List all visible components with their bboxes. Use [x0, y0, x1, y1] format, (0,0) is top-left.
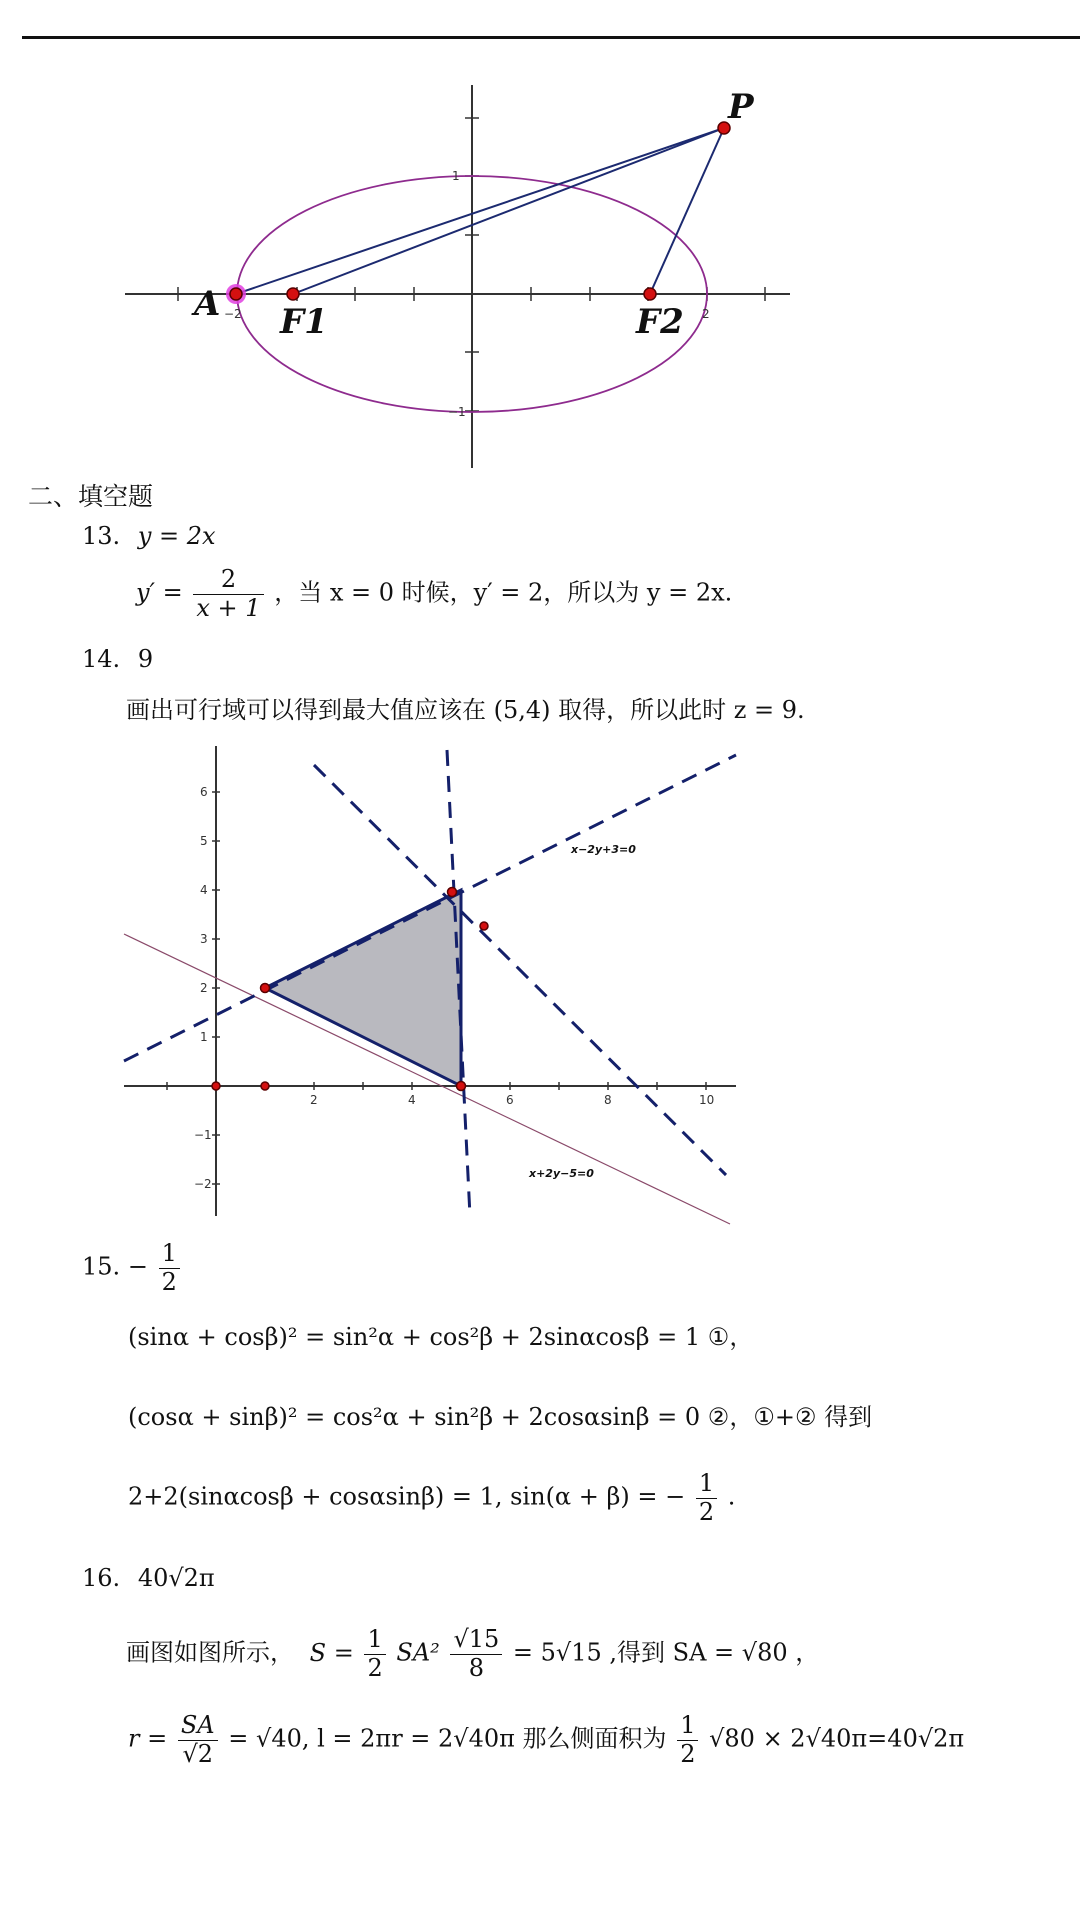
segments: [236, 128, 724, 294]
q16-r-lhs: r =: [128, 1724, 168, 1753]
q16-half-den-2: 2: [680, 1739, 696, 1768]
q16-line-2: [128, 1712, 964, 1768]
q16-answer-row: [82, 1566, 215, 1590]
q13-number: 13.: [82, 522, 121, 550]
point-f1: [287, 288, 299, 300]
q13-answer-row: [82, 524, 216, 548]
q13-explanation: [136, 566, 732, 622]
x-tick-8: 8: [604, 1093, 612, 1107]
q16-half-fraction-2: [677, 1712, 698, 1768]
q15-line-3-den: 2: [698, 1497, 715, 1526]
q14-explanation: 画出可行域可以得到最大值应该在 (5,4) 取得，所以此时 z = 9.: [126, 696, 805, 724]
q16-half-num-2: 1: [677, 1712, 698, 1741]
q15-line-3: [128, 1470, 735, 1526]
q16-sqrt15-num: √15: [450, 1626, 502, 1655]
q16-answer: 40√2π: [137, 1564, 215, 1592]
label-p: P: [728, 87, 754, 127]
q16-line-1-rest: = 5√15 ,得到 SA = √80 ，: [512, 1638, 820, 1667]
y-tick-neg1: −1: [194, 1128, 212, 1142]
label-a: A: [194, 284, 221, 324]
q15-line-3-num: 1: [696, 1470, 717, 1499]
q13-fraction-den: x + 1: [196, 593, 261, 622]
y-tick-neg2: −2: [194, 1177, 212, 1191]
x-tick-10: 10: [699, 1093, 715, 1107]
q16-r-den: √2: [182, 1739, 214, 1768]
tick-label-neg1: −1: [448, 405, 466, 419]
q16-number: 16.: [82, 1564, 121, 1592]
q16-line-1-intro: 画图如图所示，: [126, 1638, 294, 1667]
y-tick-4: 4: [200, 883, 208, 897]
point-f2: [644, 288, 656, 300]
q15-line-3-fraction: [696, 1470, 717, 1526]
point-origin: [212, 1082, 220, 1090]
label-f1: F1: [280, 302, 328, 342]
y-tick-5: 5: [200, 834, 208, 848]
q14-answer-row: [82, 647, 153, 671]
q15-answer-num: 1: [159, 1240, 180, 1269]
q15-answer-row: [82, 1240, 183, 1296]
q16-sqrt15-den: 8: [468, 1653, 484, 1682]
x-tick-4: 4: [408, 1093, 416, 1107]
q13-answer: y = 2x: [137, 522, 216, 550]
q16-area-lhs: S =: [309, 1638, 354, 1667]
q13-explanation-rest: ，当 x = 0 时候，y′ = 2，所以为 y = 2x.: [274, 578, 733, 607]
q16-sqrt15-fraction: [450, 1626, 502, 1682]
y-tick-1: 1: [200, 1030, 208, 1044]
q15-answer-fraction: [159, 1240, 180, 1296]
q13-fraction: [193, 566, 263, 622]
q16-sa-squared: SA²: [396, 1638, 440, 1667]
q15-answer-den: 2: [161, 1267, 177, 1296]
q16-line-2-middle: = √40, l = 2πr = 2√40π 那么侧面积为: [228, 1724, 667, 1753]
q14-number: 14.: [82, 645, 121, 673]
q13-fraction-num: 2: [193, 566, 263, 595]
q16-r-num: SA: [178, 1712, 218, 1741]
q15-number: 15.: [82, 1252, 121, 1281]
q16-r-fraction: [178, 1712, 218, 1768]
feasible-region: [265, 890, 461, 1086]
q16-line-1: [126, 1626, 819, 1682]
q15-line-3-end: .: [727, 1482, 736, 1511]
x-tick-2: 2: [310, 1093, 318, 1107]
feasible-region-figure: [0, 740, 1080, 1220]
q15-answer-sign: −: [127, 1252, 148, 1281]
y-tick-2: 2: [200, 981, 208, 995]
q14-answer: 9: [137, 645, 154, 673]
tick-label-pos1: 1: [452, 169, 460, 183]
ellipse-figure: [0, 0, 1080, 480]
q15-line-1: (sinα + cosβ)² = sin²α + cos²β + 2sinαcosβ = 1 ①，: [128, 1323, 754, 1351]
q16-half-num: 1: [364, 1626, 385, 1655]
point-a: [230, 288, 242, 300]
point-extra: [480, 922, 488, 930]
tick-label-neg2: −2: [224, 307, 242, 321]
vertex-1-2: [261, 984, 270, 993]
q15-line-3-main: 2+2(sinαcosβ + cosαsinβ) = 1, sin(α + β) = −: [128, 1482, 686, 1511]
vertex-5-4: [448, 888, 457, 897]
label-line-1: x−2y+3=0: [571, 843, 636, 856]
q15-line-2: (cosα + sinβ)² = cos²α + sin²β + 2cosαsinβ = 0 ②，①+② 得到: [128, 1403, 873, 1431]
q16-half-den: 2: [367, 1653, 383, 1682]
tick-label-pos2: 2: [702, 307, 710, 321]
q16-half-fraction: [364, 1626, 385, 1682]
y-tick-3: 3: [200, 932, 208, 946]
q16-line-2-end: √80 × 2√40π=40√2π: [709, 1724, 965, 1753]
label-f2: F2: [636, 302, 684, 342]
q13-derivative-lhs: y′ =: [136, 578, 183, 607]
section-heading: 二、填空题: [28, 482, 154, 511]
y-tick-6: 6: [200, 785, 208, 799]
label-line-2: x+2y−5=0: [529, 1167, 594, 1180]
point-1-0: [261, 1082, 269, 1090]
vertex-5-0: [457, 1082, 466, 1091]
x-tick-6: 6: [506, 1093, 514, 1107]
